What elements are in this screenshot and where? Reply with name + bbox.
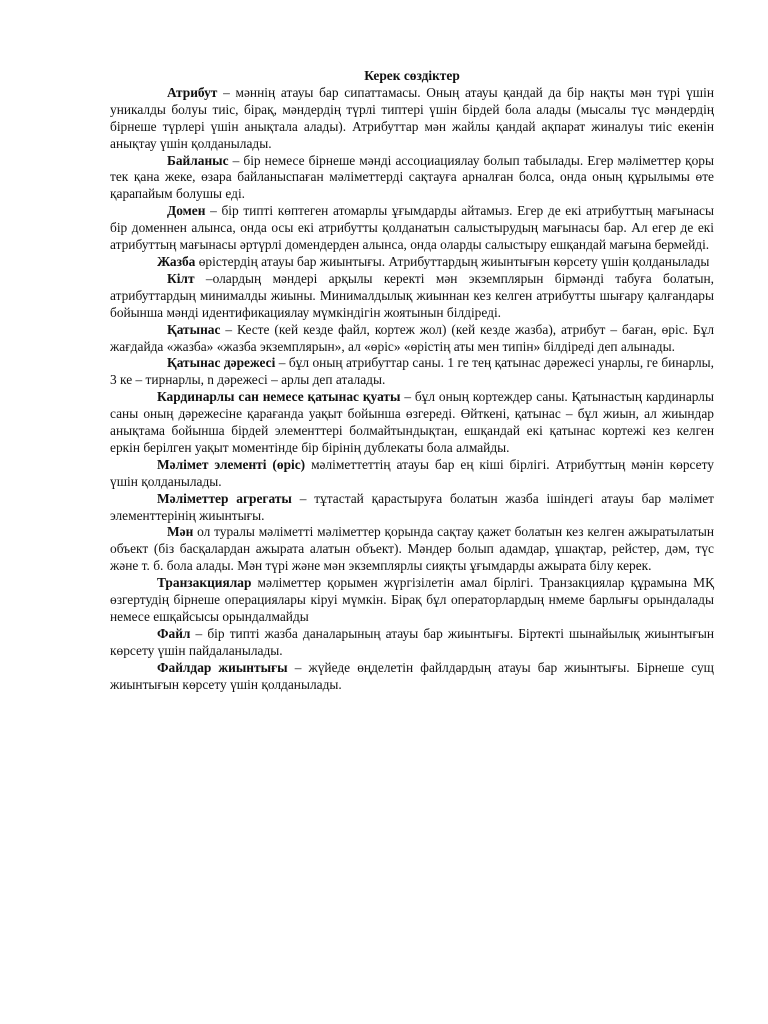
- entry-term: Домен: [167, 203, 206, 219]
- entry-term: Байланыс: [167, 152, 229, 168]
- glossary-entry-data-aggregate: [110, 491, 714, 525]
- glossary-entry-record: [110, 254, 714, 271]
- entry-definition: ол туралы мәліметті мәліметтер қорында сақтау қажет болатын кез келген ажыратылатын объект (біз басқалардан ажырата алатын объект). Мәндер болып адамдар, ұшақтар, рейстер, дәм, түс және т. б. бола алады. Мән түрі және мән экземплярлы сияқты ұғымдарды ажырата білу керек.: [110, 524, 714, 574]
- glossary-entry-data-element: [110, 457, 714, 491]
- entry-term: Қатынас: [167, 321, 221, 337]
- glossary-entry-file: [110, 626, 714, 660]
- glossary-entry-file-set: [110, 660, 714, 694]
- glossary-entry-key: [110, 271, 714, 322]
- entry-definition: – жүйеде өңделетін файлдардың атауы бар жиынтығы. Бірнеше сущ жиынтығын көрсету үшін қолданылады.: [110, 659, 714, 692]
- entry-term: Қатынас дәрежесі: [167, 355, 276, 371]
- entry-term: Мәлімет элементі (өріс): [157, 456, 306, 472]
- entry-definition: – бір немесе бірнеше мәнді ассоциациялау болып табылады. Егер мәліметтер қоры тек қана жеке, өзара байланыспаған мәліметтерді сақтауға арналған болса, онда оның құрылымы өте қарапайым болушы еді.: [110, 152, 714, 202]
- entry-definition: – бұл оның атрибуттар саны. 1 ге тең қатынас дәрежесі унарлы, ге бинарлы, 3 ке – тирнарлы, n дәрежесі – арлы деп аталады.: [110, 355, 714, 388]
- glossary-entry-attribute: [110, 85, 714, 153]
- glossary-entry-relation: [110, 322, 714, 356]
- glossary-entry-relation-degree: [110, 355, 714, 389]
- entry-term: Транзакциялар: [157, 575, 252, 591]
- glossary-entry-transactions: [110, 575, 714, 626]
- document-body: [110, 68, 714, 694]
- entry-term: Атрибут: [167, 84, 218, 100]
- entry-definition: – Кесте (кей кезде файл, кортеж жол) (кей кезде жазба), атрибут – баған, өріс. Бұл жағдайда «жазба» «жазба экземплярын», ал «өріс» «өрістің аты мен типін» білдіреді деп алынады.: [110, 321, 714, 354]
- entry-definition: – бір типті жазба даналарының атауы бар жиынтығы. Біртекті шынайылық жиынтығын көрсету үшін пайдаланылады.: [110, 625, 714, 658]
- document-title: Керек сөздіктер: [364, 68, 460, 83]
- entry-term: Кардинарлы сан немесе қатынас қуаты: [157, 389, 401, 405]
- entry-definition: – бір типті көптеген атомарлы ұғымдарды айтамыз. Егер де екі атрибуттың мағынасы бір доменнен алынса, онда осы екі атрибутты қолданатын салыстырудың мағынасы бар. Ал егер де екі атрибуттың мағынасы әртүрлі домендерден алынса, онда оларды салыстыру ешқандай мағына бермейді.: [110, 203, 714, 253]
- glossary-entry-cardinality: [110, 389, 714, 457]
- entry-definition: мәліметтеттің атауы бар ең кіші бірлігі. Атрибуттың мәнін көрсету үшін қолданылады.: [110, 456, 714, 489]
- entry-definition: өрістердің атауы бар жиынтығы. Атрибуттардың жиынтығын көрсету үшін қолданылады: [195, 253, 710, 269]
- entry-definition: –олардың мәндері арқылы керекті мән экземплярын бірмәнді табуға болатын, атрибуттардың минималды жиыны. Минималдылық жиыннан кез келген атрибутты шығару қалғандары бойынша мәнді идентификациялау мүмкіндігін жоятынын білдіреді.: [110, 270, 714, 320]
- entry-definition: – мәннің атауы бар сипаттамасы. Оның атауы қандай да бір нақты мән түрі үшін уникалды болуы тиіс, бірақ, мәндердің түрлі типтері үшін бірдей бола алады (мысалы түс мәндердің бірнеше түрлері үшін анықтала алады). Атрибуттар мән жайлы қандай ақпарат жиналуы тиіс екенін анықтау үшін қолданылады.: [110, 84, 714, 151]
- entry-definition: – тұтастай қарастыруға болатын жазба ішіндегі атауы бар мәлімет элементтерінің жиынтығы.: [110, 490, 714, 523]
- entry-term: Жазба: [157, 253, 196, 269]
- entry-term: Мән: [167, 524, 194, 540]
- entry-term: Файлдар жиынтығы: [157, 659, 288, 675]
- glossary-entry-relationship: [110, 153, 714, 204]
- entry-definition: мәліметтер қорымен жүргізілетін амал бірлігі. Транзакциялар құрамына МҚ өзгертудің бірнеше операциялары кіруі мүмкін. Бірақ бұл операторлардың нмеме барлығы орындалады немесе ешқайсысы орындалмайды: [110, 575, 714, 624]
- entry-term: Мәліметтер агрегаты: [157, 490, 292, 506]
- entry-definition: – бұл оның кортеждер саны. Қатынастың кардинарлы саны оның дәрежесіне қарағанда уақыт бойынша өзгереді. Өйткені, қатынас – бұл жиын, ал жиындар анықтама бойынша бірдей элементтері болмайтындықтан, ешқандай екі қатынас кортежі кез келген еркін берілген уақыт моментінде бір бірінің дублекаты бола алмайды.: [110, 389, 714, 455]
- glossary-entry-domain: [110, 203, 714, 254]
- glossary-entry-entity: [110, 524, 714, 575]
- entry-term: Кілт: [167, 270, 195, 286]
- entry-term: Файл: [157, 625, 191, 641]
